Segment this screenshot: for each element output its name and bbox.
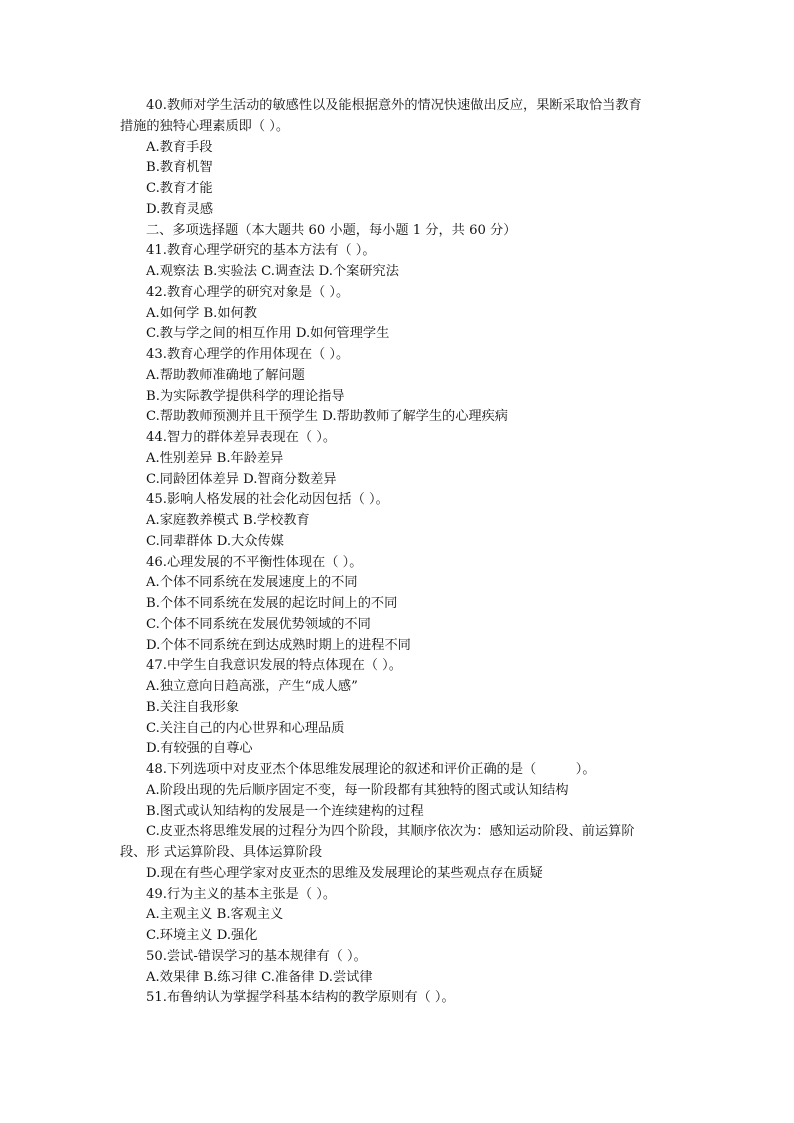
option-line: A.教育手段 <box>146 139 213 155</box>
option-line: C.同龄团体差异 D.智商分数差异 <box>146 471 337 487</box>
question-stem: 47.中学生自我意识发展的特点体现在（ ）。 <box>146 658 402 674</box>
question-stem: 49.行为主义的基本主张是（ ）。 <box>146 886 337 902</box>
option-line: A.效果律 B.练习律 C.准备律 D.尝试律 <box>146 969 373 985</box>
option-line: A.帮助教师准确地了解问题 <box>146 367 305 383</box>
option-line: B.为实际教学提供科学的理论指导 <box>146 388 345 404</box>
option-line: A.个体不同系统在发展速度上的不同 <box>146 575 358 591</box>
question-stem: 44.智力的群体差异表现在（ ）。 <box>146 430 337 445</box>
option-line: A.性别差异 B.年龄差异 <box>146 450 284 466</box>
question-stem: 51.布鲁纳认为掌握学科基本结构的教学原则有（ ）。 <box>146 990 455 1006</box>
question-stem: 42.教育心理学的研究对象是（ ）。 <box>146 284 350 300</box>
question-stem: 46.心理发展的不平衡性体现在（ ）。 <box>146 554 363 570</box>
option-line: D.个体不同系统在到达成熟时期上的进程不同 <box>146 637 411 653</box>
option-line: B.个体不同系统在发展的起讫时间上的不同 <box>146 596 398 611</box>
option-line-continued: 段、形 式运算阶段、具体运算阶段 <box>120 845 323 860</box>
question-stem: 45.影响人格发展的社会化动因包括（ ）。 <box>146 492 389 508</box>
option-line: C.皮亚杰将思维发展的过程分为四个阶段，其顺序依次为：感知运动阶段、前运算阶 <box>146 824 635 840</box>
option-line: C.环境主义 D.强化 <box>146 928 258 943</box>
option-line: B.图式或认知结构的发展是一个连续建构的过程 <box>146 803 424 819</box>
section-heading: 二、多项选择题（本大题共 60 小题，每小题 1 分，共 60 分） <box>146 222 517 238</box>
option-line: C.个体不同系统在发展优势领域的不同 <box>146 616 371 632</box>
option-line: A.阶段出现的先后顺序固定不变，每一阶段都有其独特的图式或认知结构 <box>146 782 569 798</box>
option-line: A.观察法 B.实验法 C.调查法 D.个案研究法 <box>146 264 399 279</box>
option-line: A.家庭教养模式 B.学校教育 <box>146 513 310 528</box>
option-line: C.教与学之间的相互作用 D.如何管理学生 <box>146 326 390 342</box>
option-line: C.教育才能 <box>146 181 213 196</box>
option-line: D.有较强的自尊心 <box>146 741 253 757</box>
option-line: A.独立意向日趋高涨，产生“成人感” <box>146 679 358 694</box>
option-line: B.教育机智 <box>146 160 213 176</box>
question-stem: 48.下列选项中对皮亚杰个体思维发展理论的叙述和评价正确的是（ ）。 <box>146 762 596 777</box>
question-stem: 43.教育心理学的作用体现在（ ）。 <box>146 347 350 362</box>
question-40-stem: 40.教师对学生活动的敏感性以及能根据意外的情况快速做出反应，果断采取恰当教育 <box>146 98 642 113</box>
option-line: C.帮助教师预测并且干预学生 D.帮助教师了解学生的心理疾病 <box>146 409 508 425</box>
option-line: D.教育灵感 <box>146 201 214 217</box>
option-line: C.同辈群体 D.大众传媒 <box>146 533 284 549</box>
question-40-stem-continued: 措施的独特心理素质即（ ）。 <box>120 118 290 134</box>
option-line: D.现在有些心理学家对皮亚杰的思维及发展理论的某些观点存在质疑 <box>146 865 543 881</box>
option-line: B.关注自我形象 <box>146 699 240 715</box>
option-line: C.关注自己的内心世界和心理品质 <box>146 720 345 736</box>
document-body <box>120 96 680 1009</box>
option-line: A.主观主义 B.客观主义 <box>146 907 284 923</box>
question-stem: 50.尝试-错误学习的基本规律有（ ）。 <box>146 948 367 964</box>
question-stem: 41.教育心理学研究的基本方法有（ ）。 <box>146 243 376 259</box>
option-line: A.如何学 B.如何教 <box>146 305 257 321</box>
